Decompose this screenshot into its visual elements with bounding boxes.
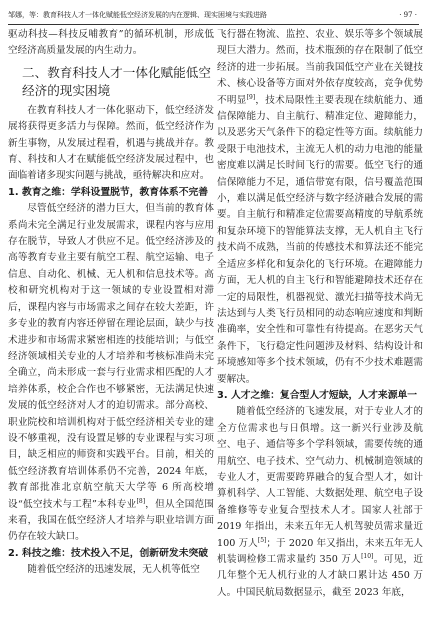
citation-5: [5] xyxy=(257,536,267,544)
technology-paragraph xyxy=(217,27,423,388)
education-text: 尽管低空经济的潜力巨大，但当前的教育体系尚未完全满足行业发展需求，课程内容与应用存在脱节，导致人才供应不足。低空经济涉及的高等教育专业主要有航空工程、航空运输、电子信息、自动化、机械、无人机和信息技术等。高校和研究机构对于这一领域的专业设置相对滞后，课程内容与市场需求之间存在较大差距，许多专业的教育内容还停留在理论层面，缺少与技术进步和市场需求紧密相连的技能培训；与低空经济领域相关专业的人才培养和考核标准尚未完全确立，尚未形成一套与行业需求相匹配的人才培养体系，校企合作也不够紧密，无法满足快速发展的低空经济对人才的迫切需求。部分高校、职业院校和培训机构对于低空经济相关专业的建设不够重视，没有设置足够的专业课程与实习项目，缺乏相应的师资和实践平台。目前，相关的低空经济教育培训体系仍不完善，2024 年底，教育部批准北京航空航天大学等 6 所高校增设“低空技术与工程”本科专业 xyxy=(8,203,214,510)
header-rule xyxy=(8,24,419,25)
talent-text-1: 随着低空经济的飞速发展，对于专业人才的全方位需求也与日俱增。这一新兴行业涉及航空、电子、通信等多个学科领域，需要传统的通用航空、电子技术、空气动力、机械制造领域的专业人才，更需要跨界融合的复合型人才，如计算机科学、人工智能、大数据处理、航空电子设备维修等专业复合型技术人才。国家人社部于 2019 年指出，未来五年无人机驾驶员需求量近 100 万人 xyxy=(217,406,423,549)
talent-paragraph xyxy=(217,404,423,601)
technology-text-1: 飞行器在物流、监控、农业、娱乐等多个领域展现巨大潜力。然而，技术瓶颈的存在限制了低空经济的进一步拓展。当前我国低空产业在关键技术、核心设备等方面对外依存度较高，竞争优势不明显 xyxy=(217,29,423,106)
talent-text-2: ；于 2020 年又指出，未来五年无人机装调检修工需求量约 350 万人 xyxy=(217,537,423,565)
education-paragraph xyxy=(8,201,214,546)
technology-text-2: ，技术局限性主要表现在续航能力、通信保障能力、自主航行、精准定位、避障能力，以及恶劣天气条件下的稳定性等方面。续航能力受限于电池技术，主流无人机的动力电池的能量密度难以满足长时间飞行的需要。低空飞行的通信保障能力不足，通信带宽有限，信号覆盖范围小，难以满足低空经济与数字经济融合发展的需要。自主航行和精准定位需要高精度的导航系统和复杂环境下的智能算法支撑，无人机自主飞行技术尚不成熟，当前的传感技术和算法还不能完全适应多样化和复杂化的飞行环境。在避障能力方面，无人机的自主飞行和智能避障技术还存在一定的局限性，机器视觉、激光扫描等技术尚无法达到与人类飞行员相同的动态响应速度和判断准确率，安全性和可靠性有待提高。在恶劣天气条件下，飞行稳定性问题涉及材料、结构设计和环境感知等多个技术领域，仍有不少技术难题需要解决。 xyxy=(217,94,423,385)
right-column xyxy=(217,27,423,632)
talent-text-3: 。可见，近几年整个无人机行业的人才缺口累计达 450 万人。中国民航局数据显示，截至 2023 年底， xyxy=(217,554,423,598)
subheading-talent: 3. 人才之维：复合型人才短缺，人才来源单一 xyxy=(217,389,418,401)
page-number: · 97 · xyxy=(399,11,417,19)
running-head xyxy=(8,10,419,21)
continued-paragraph: 驱动科技—科技反哺教育”的循环机制，形成低空经济高质量发展的内生动力。 xyxy=(8,29,214,57)
citation-9: [9] xyxy=(246,93,256,101)
citation-8: [8] xyxy=(136,497,146,505)
technology-paragraph-start: 随着低空经济的迅速发展，无人机等低空 xyxy=(27,564,200,576)
education-text-end: ，但从全国范围来看，我国在低空经济人才培养与职业培训方面仍存在较大缺口。 xyxy=(8,498,214,543)
subheading-technology: 2. 科技之维：技术投入不足，创新研发未突破 xyxy=(8,547,209,559)
running-head-title: 邹娜，等：教育科技人才一体化赋能低空经济发展的内在逻辑、现实困境与实践进路 xyxy=(8,11,267,19)
left-column xyxy=(8,27,214,632)
subheading-education: 1. 教育之维：学科设置脱节，教育体系不完善 xyxy=(8,186,209,198)
section-heading: 二、教育科技人才一体化赋能低空经济的现实困境 xyxy=(22,64,211,98)
section-intro-paragraph: 在教育科技人才一体化驱动下，低空经济发展将获得更多活力与保障。然而，低空经济作为新生事物，从发展过程看，机遇与挑战并存。教育、科技和人才在赋能低空经济发展过程中，也面临着诸多现实问题与挑战，亟待解决和应对。 xyxy=(8,104,214,182)
citation-10: [10] xyxy=(361,553,374,560)
